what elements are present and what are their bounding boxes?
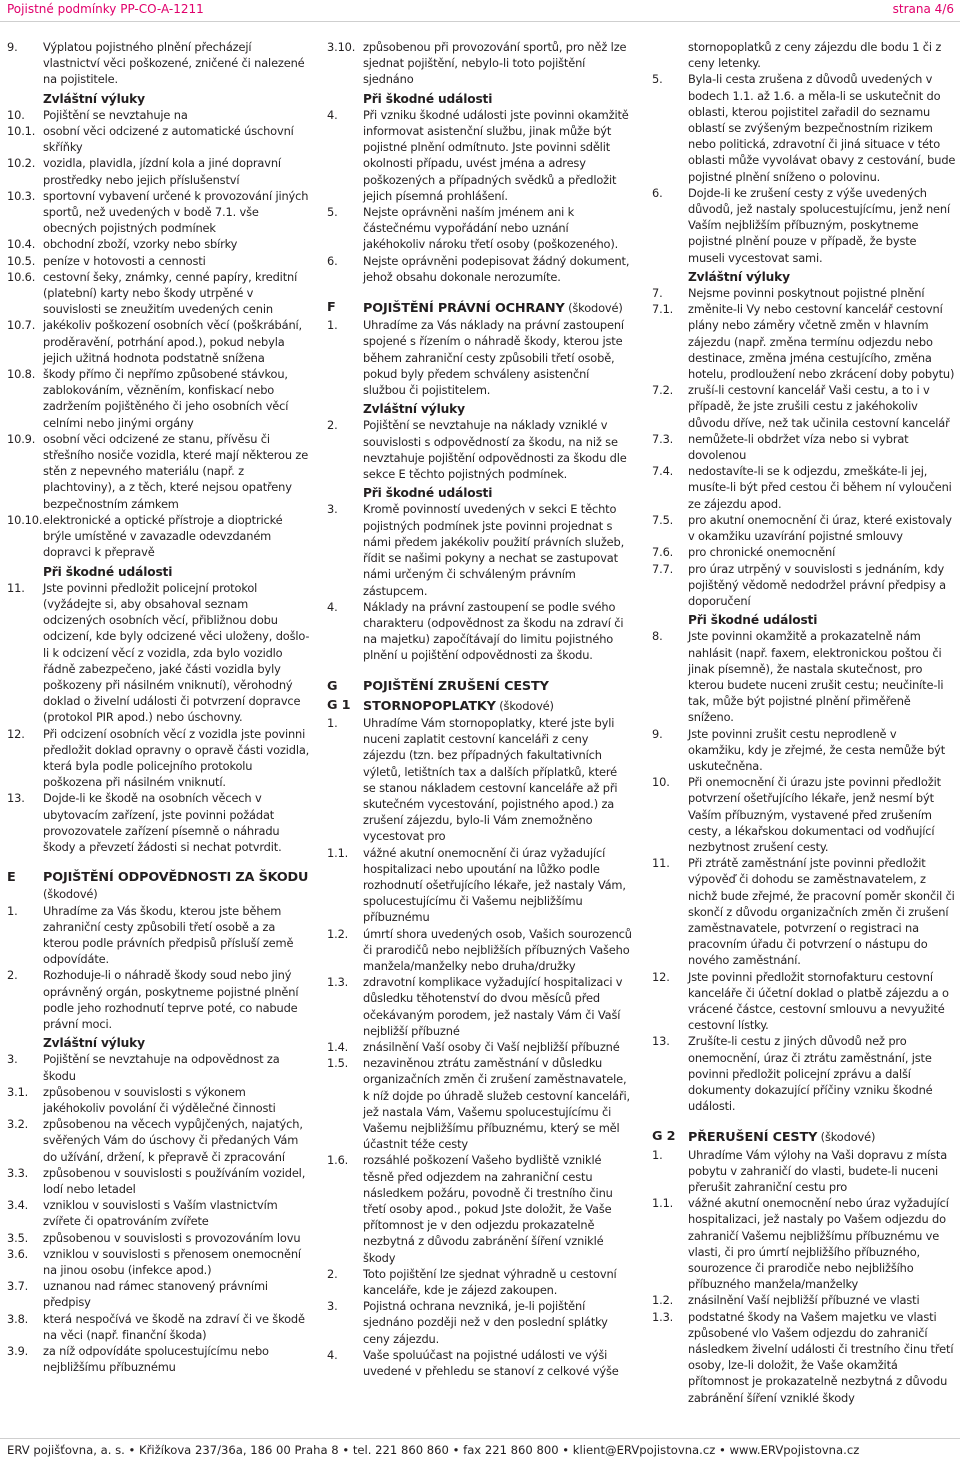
- section-letter: G: [327, 678, 338, 694]
- clause: [7, 1051, 310, 1083]
- clause: [327, 39, 633, 88]
- clause-text: Jste povinni předložit policejní protokol (vyžádejte si, aby obsahoval seznam odcizených osobních věcí, přibližnou dobu odcizení, kde byly odcizené věci uloženy, došlo-li k odcizení věcí z vozidla, zda bylo vozidlo řádně zabezpečeno, jaké části vozidla byly poškozeny při násilném vniknutí), věrohodný doklad o živelní události či potvrzení dopravce (protokol PIR apod.) nebo úschovny.: [43, 580, 310, 725]
- clause-text: vzniklou v souvislosti s Vaším vlastnictvím zvířete či opatrováním zvířete: [43, 1198, 278, 1229]
- clause-text: Jste povinni zrušit cestu neprodleně v okamžiku, kdy je zřejmé, že cesta nemůže být uskutečněna.: [688, 726, 946, 773]
- clause-number: 7.5.: [652, 512, 674, 527]
- section-heading: [327, 300, 633, 317]
- clause-number: 2.: [7, 968, 18, 983]
- section-title: [43, 870, 310, 886]
- clause: [652, 382, 956, 431]
- clause: [652, 628, 956, 725]
- section-title-text: POJIŠTĚNÍ ZRUŠENÍ CESTY: [363, 678, 549, 694]
- clause: [7, 269, 310, 318]
- section-title-text: STORNOPOPLATKY: [363, 698, 496, 714]
- clause-text: Vaše spoluúčast na pojistné události ve výši uvedené v přehledu se stanoví z celkové výše: [363, 1347, 619, 1379]
- clause-number: 1.: [7, 903, 18, 918]
- clause: [652, 544, 956, 560]
- clause: [327, 974, 633, 1039]
- clause-text: nedostavíte-li se k odjezdu, zmeškáte-li jej, musíte-li být před cestou či během ní vyloučeni ze zájezdu apod.: [688, 464, 952, 511]
- clause-number: 3.: [7, 1052, 18, 1067]
- clause-number: 3.8.: [7, 1311, 29, 1326]
- clause-text: peníze v hotovosti a cennosti: [43, 253, 206, 268]
- clause-number: 1.: [327, 715, 338, 730]
- section-title-text: POJIŠTĚNÍ PRÁVNÍ OCHRANY: [363, 301, 565, 317]
- clause: [7, 1116, 310, 1165]
- column-right: [652, 39, 956, 1406]
- clause-number: 1.3.: [327, 975, 349, 990]
- footer-contact: ERV pojišťovna, a. s. • Křižíkova 237/36a, 186 00 Praha 8 • tel. 221 860 860 • fax 221 860 800 • klient@ERVpojistovna.cz • www.ERVpojistovna.cz: [7, 1443, 860, 1457]
- clause-text: Dojde-li ke zrušení cesty z výše uvedených důvodů, jež nastaly spolucestujícímu, jenž není Vaším nejbližším příbuzným, poskytneme pojistné plnění pouze v případě, že byste museli vycestovat sami.: [688, 185, 951, 265]
- column-middle: [327, 39, 633, 1379]
- section-type: (škodové): [564, 301, 623, 316]
- clause-text: Rozhoduje-li o náhradě škody soud nebo jiný oprávněný orgán, poskytneme pojistné plnění podle jeho rozhodnutí teprve poté, co nabude právní moci.: [43, 968, 299, 1031]
- clause-text: Pojištění se nevztahuje na: [43, 107, 188, 122]
- clause: [652, 301, 956, 382]
- page-number: strana 4/6: [892, 2, 954, 16]
- subheading: Zvláštní výluky: [688, 269, 790, 284]
- clause: [327, 417, 633, 482]
- clause-text: vozidla, plavidla, jízdní kola a jiné dopravní prostředky nebo jejich příslušenství: [43, 156, 281, 187]
- clause-text: Uhradíme za Vás škodu, kterou jste během zahraniční cesty způsobili třetí osobě a za kterou podle právních předpisů přísluší země odpovídáte.: [43, 903, 294, 967]
- clause: [7, 1246, 310, 1278]
- continuation-text: stornopoplatků z ceny zájezdu dle bodu 1 či z ceny letenky.: [688, 40, 942, 71]
- clause-number: 8.: [652, 629, 663, 644]
- clause-text: Nejsme povinni poskytnout pojistné plnění: [688, 286, 925, 301]
- clause: [652, 285, 956, 301]
- clause-number: 1.1.: [652, 1196, 674, 1211]
- section-letter: E: [7, 870, 16, 886]
- clause-number: 3.: [327, 1299, 338, 1314]
- clause-text: Byla-li cesta zrušena z důvodů uvedených v bodech 1.1. až 1.6. a měla-li se uskutečnit do oblasti, kterou pojistitel zařadil do seznamu oblastí se zvýšeným bezpečnostním rizikem nebo politická, zdravotní či jiná situace v této oblasti může vyvolávat obavy z cestování, bude pojistné plnění sníženo o polovinu.: [688, 72, 956, 184]
- clause-text: za níž odpovídáte spolucestujícímu nebo nejbližšímu příbuznému: [43, 1344, 269, 1375]
- subheading: Při škodné události: [363, 91, 493, 106]
- clause-text: znásilnění Vaší nejbližší příbuzné ve vlasti: [688, 1293, 920, 1308]
- clause-number: 1.3.: [652, 1309, 674, 1324]
- clause: [7, 1084, 310, 1116]
- clause-text: nezaviněnou ztrátu zaměstnání v důsledku organizačních změn či zrušení zaměstnavatele, k níž dojde po úhradě služeb cestovní kanceláři, jež nastala Vám, Vašemu spolucestujícímu či Vašemu nejbližšímu příbuznému, který se měl účastnit téže cesty: [363, 1056, 631, 1152]
- clause: [652, 463, 956, 512]
- clause-text: Uhradíme Vám stornopoplatky, které jste byli nuceni zaplatit cestovní kanceláři z ceny zájezdu (tzn. bez případných fakultativních výletů, letištních tax a dalších příplatků, které se stanou nákladem cestovní kanceláře až při skutečném vycestování, pojistného apod.) za zrušení zájezdu, bylo-li Vám znemožněno vycestovat pro: [363, 715, 618, 844]
- clause-number: 7.3.: [652, 431, 674, 446]
- column-left: [7, 39, 310, 1375]
- clause: [7, 236, 310, 252]
- clause-number: 2.: [327, 418, 338, 433]
- clause: [7, 790, 310, 855]
- header-divider: [0, 21, 960, 22]
- clause: [7, 39, 310, 88]
- clause-text: cestovní šeky, známky, cenné papíry, kreditní (platební) karty nebo škody utrpěné v souvislosti se zneužitím uvedených cenin: [43, 269, 298, 317]
- clause-text: Náklady na právní zastoupení se podle svého charakteru (odpovědnost za škodu na zdraví či na majetku) započítávají do limitu pojistného plnění u pojištění odpovědnosti za škodu.: [363, 599, 624, 663]
- section-title: [363, 679, 633, 695]
- clause-number: 3.: [327, 502, 338, 517]
- clause-text: podstatné škody na Vašem majetku ve vlasti způsobené vlo Vašem odjezdu do zahraničí následkem živelní události či trestního činu třetí osoby, lze-li doložit, že Vaše okamžitá přítomnost je prokazatelně nezbytná z důvodu zabránění šíření vzniklé škody: [688, 1309, 954, 1405]
- clause: [327, 253, 633, 285]
- clause-text: Zrušíte-li cestu z jiných důvodů než pro onemocnění, úraz či ztrátu zaměstnání, jste povinni předložit policejní zprávu a další dokumenty dokazující příčiny vzniku škodné události.: [688, 1034, 933, 1114]
- clause-text: Jste povinni okamžitě a prokazatelně nám nahlásit (např. faxem, elektronickou poštou či jinak písemně), že nastala skutečnost, pro kterou budete nuceni zrušit cestu; neučiníte-li tak, může být pojistné plnění přiměřeně sníženo.: [688, 629, 944, 725]
- clause-text: elektronické a optické přístroje a dioptrické brýle umístěné v zavazadle odevzdaném dopravci k přepravě: [43, 512, 283, 560]
- clause-number: 10.10.: [7, 512, 43, 527]
- clause-number: 3.6.: [7, 1246, 29, 1261]
- clause-text: sportovní vybavení určené k provozování jiných sportů, než uvedených v bodě 7.1. vše obecných pojistných podmínek: [43, 188, 309, 236]
- clause-text: úmrtí shora uvedených osob, Vašich sourozenců či prarodičů nebo nejbližších příbuzných Vašeho manžela/manželky nebo druha/družky: [363, 926, 632, 973]
- section-title: [688, 1129, 956, 1146]
- clause: [7, 253, 310, 269]
- clause-number: 10.6.: [7, 269, 36, 284]
- clause: [652, 1195, 956, 1292]
- subheading: Při škodné události: [363, 486, 493, 501]
- section-title: [363, 698, 633, 715]
- clause: [652, 1033, 956, 1114]
- clause-text: rozsáhlé poškození Vašeho bydliště vzniklé těsně před odjezdem na zahraniční cestu následkem požáru, povodně či trestního činu třetí osoby apod., pokud Jste doložit, že Vaše přítomnost je v den odjezdu prokazatelně nezbytná z důvodu zabránění šíření vzniklé škody: [363, 1153, 613, 1265]
- clause-text: vzniklou v souvislosti s přenosem onemocnění na jinou osobu (infekce apod.): [43, 1246, 301, 1278]
- clause-text: Uhradíme za Vás náklady na právní zastoupení spojené s řízením o náhradě škody, kterou jste během zahraniční cesty způsobili třetí osobě, pokud byly předem schváleny asistenční službou či pojistitelem.: [363, 318, 624, 398]
- clause: [7, 967, 310, 1032]
- clause-text: Pojištění se nevztahuje na odpovědnost za škodu: [43, 1052, 280, 1083]
- clause-number: 2.: [327, 1266, 338, 1281]
- clause-number: 3.10.: [327, 40, 356, 54]
- clause: [327, 204, 633, 253]
- clause-text: pro úraz utrpěný v souvislosti s jednáním, kdy pojištěný vědomě nedodržel právní předpisy a doporučení: [688, 561, 946, 608]
- clause: [7, 1165, 310, 1197]
- clause-number: 10.9.: [7, 431, 36, 446]
- page-header: [0, 0, 960, 22]
- clause: [652, 1147, 956, 1196]
- clause: [327, 1039, 633, 1055]
- clause-number: 4.: [327, 107, 338, 122]
- clause: [652, 774, 956, 855]
- subheading: Zvláštní výluky: [363, 402, 465, 417]
- clause-text: Nejste oprávněni podepisovat žádný dokument, jehož obsahu dokonale nerozumíte.: [363, 253, 630, 284]
- clause-text: nemůžete-li obdržet víza nebo si vybrat dovolenou: [688, 431, 909, 463]
- clause-text: Toto pojištění lze sjednat výhradně u cestovní kanceláře, kde je zájezd zakoupen.: [363, 1266, 617, 1298]
- clause-number: 3.4.: [7, 1198, 29, 1213]
- section-type: (škodové): [495, 698, 554, 713]
- clause-text: která nespočívá ve škodě na zdraví či ve škodě na věci (např. finanční škoda): [43, 1311, 305, 1342]
- clause-number: 10.4.: [7, 237, 36, 252]
- clause-text: změnite-li Vy nebo cestovní kancelář cestovní plány nebo záměry včetně změn v hlavním zájezdu (např. změna termínu odjezdu nebo destinace, změna jména cestujícího, změna hotelu, prodloužení nebo zkrácení doby pobytu): [688, 302, 955, 382]
- clause-number: 12.: [7, 726, 25, 741]
- clause: [652, 969, 956, 1034]
- continuation-text: (škodové): [43, 887, 98, 902]
- clause-number: 1.: [652, 1147, 663, 1162]
- clause-number: 3.9.: [7, 1344, 29, 1359]
- clause-number: 7.: [652, 286, 663, 301]
- clause-number: 13.: [652, 1034, 670, 1049]
- clause: [327, 501, 633, 598]
- section-letter: F: [327, 300, 336, 316]
- section-letter: G 2: [652, 1129, 676, 1145]
- clause-number: 10.: [7, 107, 25, 122]
- clause: [7, 431, 310, 512]
- clause-text: vážné akutní onemocnění nebo úraz vyžadující hospitalizaci, jež nastaly po Vašem odjezdu do zahraničí Vašemu nejbližšímu příbuznému ve vlasti, či pro úmrtí nejbližšího příbuzného, sourozence či prarodiče nebo nejbližšího příbuzného manžela/manželky: [688, 1196, 949, 1292]
- clause: [7, 366, 310, 431]
- clause: [7, 123, 310, 155]
- subheading: Zvláštní výluky: [43, 1036, 145, 1051]
- clause-number: 6.: [327, 253, 338, 268]
- clause-number: 1.4.: [327, 1039, 349, 1054]
- clause-number: 3.5.: [7, 1230, 29, 1245]
- clause-text: jakékoliv poškození osobních věcí (poškrábání, proděravění, potrhání apod.), pokud nebyla jejich užitná hodnota podstatně snížena: [43, 318, 303, 365]
- section-type: (škodové): [817, 1130, 876, 1145]
- clause-text: způsobenou v souvislosti s používáním vozidel, lodí nebo letadel: [43, 1165, 306, 1197]
- section-letter: G 1: [327, 697, 351, 713]
- clause-text: znásilnění Vaší osoby či Vaší nejbližší příbuzné: [363, 1039, 620, 1054]
- clause-text: způsobenou na věcech vypůjčených, najatých, svěřených Vám do úschovy či předaných Vám do užívání, držení, k přepravě či zpracování: [43, 1117, 303, 1164]
- clause-number: 10.8.: [7, 367, 36, 382]
- clause-number: 7.1.: [652, 302, 674, 317]
- clause: [652, 561, 956, 610]
- clause-text: uznanou nad rámec stanovený právními předpisy: [43, 1279, 268, 1310]
- clause-text: Jste povinni předložit stornofakturu cestovní kanceláře či účetní doklad o platbě zájezdu a o vrácené částce, cestovní smlouvu a nevyužité cestovní lístky.: [688, 969, 949, 1033]
- clause-number: 3.7.: [7, 1279, 29, 1294]
- clause-text: Při odcizení osobních věcí z vozidla jste povinni předložit doklad opravny o opravě části vozidla, která byla podle policejního protokolu poškozena při násilném vniknutí.: [43, 726, 310, 790]
- clause: [652, 71, 956, 184]
- clause-number: 10.2.: [7, 156, 36, 171]
- clause: [7, 317, 310, 366]
- subheading: Při škodné události: [43, 564, 173, 579]
- clause: [7, 1197, 310, 1229]
- clause-number: 3.3.: [7, 1165, 29, 1180]
- clause-number: 12.: [652, 969, 670, 984]
- clause-text: Uhradíme Vám výlohy na Vaši dopravu z místa pobytu v zahraničí do vlasti, budete-li nuceni přerušit zahraniční cestu pro: [688, 1147, 948, 1195]
- clause-number: 1.6.: [327, 1153, 349, 1168]
- clause-number: 7.6.: [652, 545, 674, 560]
- subheading: Při škodné události: [688, 613, 818, 628]
- clause-number: 7.7.: [652, 561, 674, 576]
- clause-number: 1.1.: [327, 845, 349, 860]
- clause-number: 1.5.: [327, 1056, 349, 1071]
- clause-number: 6.: [652, 185, 663, 200]
- section-title: [363, 300, 633, 317]
- clause-number: 10.5.: [7, 253, 36, 268]
- clause-number: 9.: [652, 726, 663, 741]
- clause: [7, 512, 310, 561]
- clause-number: 10.7.: [7, 318, 36, 333]
- clause: [327, 1055, 633, 1152]
- clause: [327, 1298, 633, 1347]
- clause-number: 10.: [652, 775, 670, 790]
- clause-number: 4.: [327, 1347, 338, 1362]
- clause-text: Výplatou pojistného plnění přecházejí vlastnictví věci poškozené, zničené či nalezené na pojistitele.: [43, 40, 305, 87]
- clause-text: způsobenou při provozování sportů, pro něž lze sjednat pojištění, nebylo-li toto pojištění sjednáno: [363, 40, 627, 87]
- clause-text: pro chronické onemocnění: [688, 545, 836, 560]
- clause-number: 5.: [327, 205, 338, 220]
- clause-number: 13.: [7, 791, 25, 806]
- section-heading: [652, 1129, 956, 1146]
- clause-text: Při vzniku škodné události jste povinni okamžitě informovat asistenční službu, jinak může být pojistné plnění odmítnuto. Jste povinni sdělit okolnosti případu, uvést jména a adresy poškozených a případných svědků a předložit jejich písemná prohlášení.: [363, 107, 629, 203]
- section-title-text: PŘERUŠENÍ CESTY: [688, 1130, 818, 1146]
- section-heading: [327, 698, 633, 715]
- clause-text: způsobenou v souvislosti s provozováním lovu: [43, 1230, 301, 1245]
- clause-number: 4.: [327, 599, 338, 614]
- clause: [327, 926, 633, 975]
- clause-text: zdravotní komplikace vyžadující hospitalizaci v důsledku těhotenství do dvou měsíců před očekávaným porodem, jež nastaly Vám či Vaší nejbližší příbuzné: [363, 975, 623, 1038]
- clause-text: pro akutní onemocnění či úraz, které existovaly v okamžiku uzavírání pojistné smlouvy: [688, 512, 952, 544]
- clause-number: 3.2.: [7, 1117, 29, 1132]
- clause-text: Při ztrátě zaměstnání jste povinni předložit výpověď či dohodu se zaměstnavatelem, z nichž bude zřejmé, že pracovní poměr skončil či skončí z důvodu organizačních změn či zrušení zaměstnavatele, potvrzení o registraci na pracovním úřadu či potvrzení o nástupu do nového zaměstnání.: [688, 856, 955, 968]
- clause-number: 11.: [652, 856, 670, 871]
- clause-text: osobní věci odcizené ze stanu, přívěsu či střešního nosiče vozidla, které mají některou ze stěn z nepevného materiálu (např. z plachtoviny), a z těch, které nejsou opatřeny bezpečnostním zámkem: [43, 431, 309, 511]
- clause: [652, 726, 956, 775]
- clause: [652, 431, 956, 463]
- clause-text: Nejste oprávněni naším jménem ani k částečnému vypořádání nebo uznání jakéhokoliv nároku třetí osoby (poškozeného).: [363, 205, 619, 252]
- clause-text: Při onemocnění či úrazu jste povinni předložit potvrzení ošetřujícího lékaře, jenž nesmí být Vaším příbuzným, vystavené před zrušením cesty, a lékařskou dokumentaci od vodňující nezbytnost zrušení cesty.: [688, 775, 941, 854]
- clause-text: způsobenou v souvislosti s výkonem jakéhokoliv povolání či výdělečné činnosti: [43, 1084, 276, 1115]
- clause: [327, 317, 633, 398]
- clause: [7, 107, 310, 123]
- clause: [7, 1311, 310, 1343]
- clause: [7, 1278, 310, 1310]
- clause-text: vážné akutní onemocnění či úraz vyžadující hospitalizaci nebo upoutání na lůžko podle rozhodnutí ošetřujícího lékaře, jež nastaly Vám, spolucestujícímu či Vašemu nejbližšímu příbuznému: [363, 845, 626, 925]
- clause: [327, 1347, 633, 1379]
- clause: [327, 599, 633, 664]
- clause-number: 11.: [7, 580, 25, 595]
- clause: [7, 580, 310, 726]
- clause: [7, 1343, 310, 1375]
- clause: [652, 1292, 956, 1308]
- clause-number: 3.1.: [7, 1084, 29, 1099]
- page-footer: [0, 1441, 960, 1461]
- footer-divider: [0, 1438, 960, 1439]
- clause-text: škody přímo či nepřímo způsobené stávkou, zablokováním, věznĕním, konfiskací nebo zadržením pojištěného či jeho osobních věcí celními nebo jinými orgány: [43, 367, 289, 430]
- clause-text: zruší-li cestovní kancelář Vaši cestu, a to i v případě, že jste zrušili cestu z jakéhokoliv důvodu dříve, než tak učinila cestovní kancelář: [688, 383, 950, 430]
- clause-text: Kromě povinností uvedených v sekci E těchto pojistných podmínek jste povinni projednat s námi předem jakékoliv použití právních služeb, řídit se našimi pokyny a nechat se zastupovat námi určeným či schváleným právním zástupcem.: [363, 502, 625, 598]
- clause-text: Pojištění se nevztahuje na náklady vzniklé v souvislosti s odpovědností za škodu, na niž se nevztahuje pojištění odpovědnosti za škodu dle sekce E těchto pojistných podmínek.: [363, 418, 627, 482]
- clause: [7, 903, 310, 968]
- section-heading: [327, 679, 633, 695]
- clause-number: 1.2.: [327, 926, 349, 941]
- clause: [327, 107, 633, 204]
- clause: [652, 185, 956, 266]
- clause: [7, 726, 310, 791]
- clause-number: 5.: [652, 72, 663, 87]
- clause: [327, 715, 633, 845]
- section-title-text: POJIŠTĚNÍ ODPOVĚDNOSTI ZA ŠKODU: [43, 870, 309, 886]
- clause-number: 10.3.: [7, 188, 36, 203]
- subheading: Zvláštní výluky: [43, 91, 145, 106]
- clause-text: Dojde-li ke škodě na osobních věcech v ubytovacím zařízení, jste povinni požádat provozovatele zařízení písemně o náhradu škody a převzetí žádosti si nechat potvrdit.: [43, 791, 282, 854]
- clause-text: obchodní zboží, vzorky nebo sbírky: [43, 237, 238, 252]
- clause-text: osobní věci odcizené z automatické úschovní skříňky: [43, 124, 294, 155]
- clause: [652, 512, 956, 544]
- clause: [652, 1309, 956, 1406]
- clause: [327, 1152, 633, 1265]
- clause: [7, 1230, 310, 1246]
- clause-number: 7.2.: [652, 383, 674, 398]
- clause-number: 1.: [327, 318, 338, 333]
- clause: [7, 155, 310, 187]
- clause: [327, 845, 633, 926]
- clause: [7, 188, 310, 237]
- clause-text: Pojistná ochrana nevzniká, je-li pojištění sjednáno později než v den poslední splátky ceny zájezdu.: [363, 1299, 608, 1346]
- clause: [327, 1266, 633, 1298]
- clause: [652, 855, 956, 968]
- clause-number: 7.4.: [652, 464, 674, 479]
- section-heading: [7, 870, 310, 886]
- clause-number: 1.2.: [652, 1293, 674, 1308]
- clause-number: 9.: [7, 40, 18, 54]
- document-title: Pojistné podmínky PP-CO-A-1211: [7, 2, 204, 16]
- clause-number: 10.1.: [7, 124, 36, 139]
